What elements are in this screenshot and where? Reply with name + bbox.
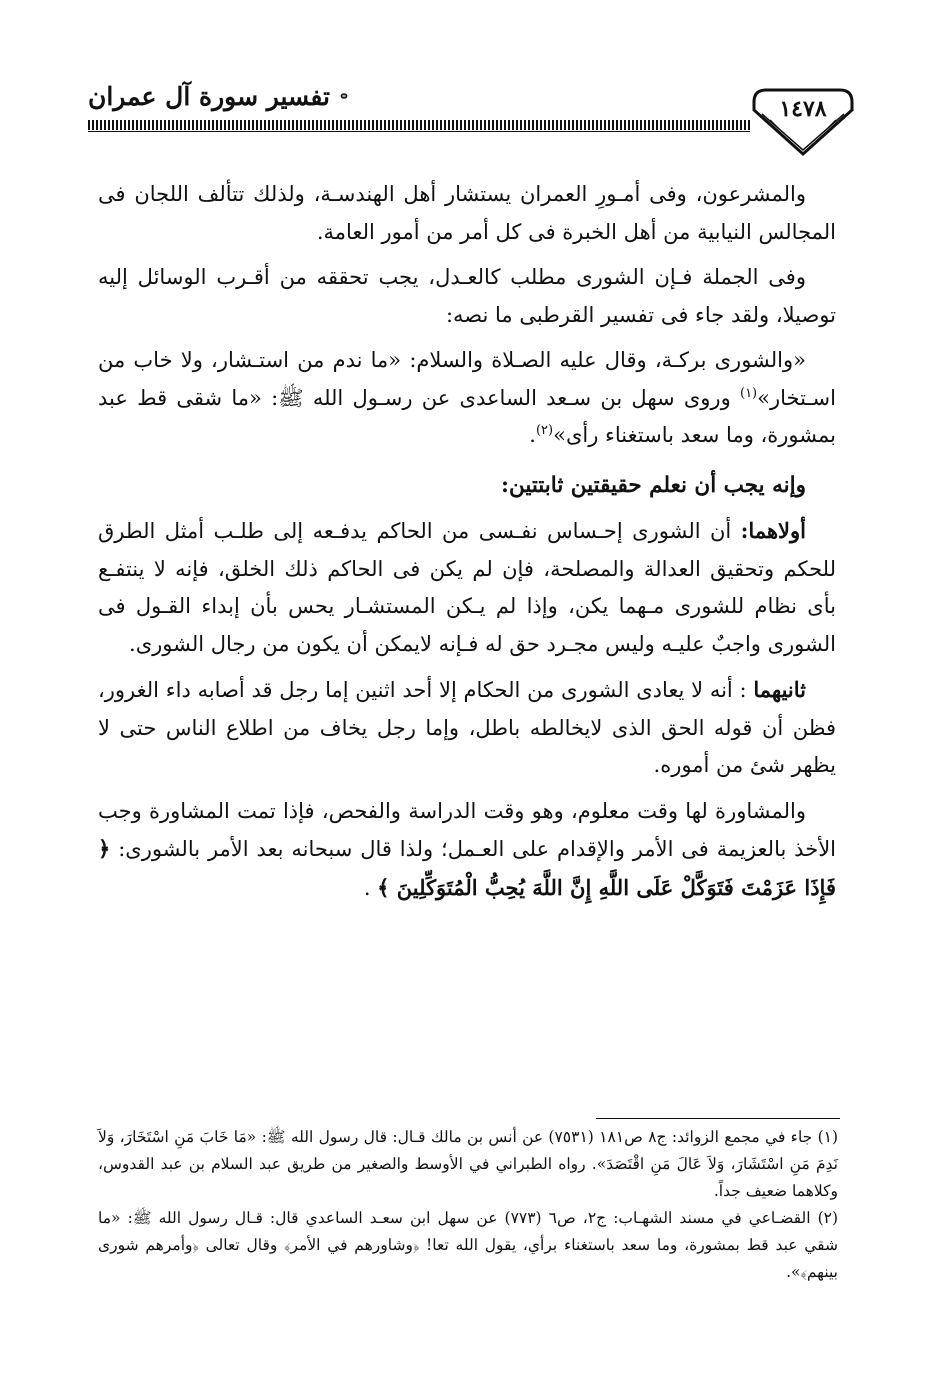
footnote-ref-2: (٢) [535, 423, 554, 438]
paragraph-second-truth [98, 671, 836, 785]
page-number: ١٤٧٨ [779, 96, 827, 122]
header-title: تفسير سورة آل عمران [88, 81, 330, 111]
paragraph-2: وفى الجملة فـإن الشورى مطلب كالعـدل، يجب تحققه من أقـرب الوسائل إليه توصيلا، ولقد جاء فى تفسير القرطبى ما نصه: [98, 265, 836, 327]
main-text [98, 176, 836, 907]
running-header [88, 76, 348, 116]
quran-verse: ﴿ فَإِذَا عَزَمْتَ فَتَوَكَّلْ عَلَى اللَّهِ إِنَّ اللَّهَ يُحِبُّ الْمُتَوَكِّلِينَ ﴾ [98, 836, 836, 900]
footnote-rule [596, 1118, 840, 1119]
second-text: : أنه لا يعادى الشورى من الحكام إلا أحد اثنين إما رجل قد أصابه داء الغرور، فظن أن قوله الحق الذى لايخالطه باطل، وإما رجل يخاف من اطلاع الناس حتى لا يظهر شئ من أموره. [98, 678, 836, 777]
last-end: . [363, 875, 378, 900]
paragraph-first-truth [98, 512, 836, 663]
paragraph-1: والمشرعون، وفى أمـورِ العمران يستشار أهل الهندسـة، ولذلك تتألف اللجان فى المجالس النيابية من أهل الخبرة فى كل أمر من أمور العامة. [98, 182, 836, 244]
footnote-2: (٢) القضـاعي في مسند الشهـاب: ج٢، ص٦ (٧٧٣) عن سهل ابن سعـد الساعدي قال: قـال رسول الله ﷺ: «ما شقي عبد قط بمشورة، وما سعد باستغناء برأي، يقول الله تعا! ﴿وشاورهم في الأمر﴾ وقال تعالى ﴿وأمرهم شورى بينهم﴾». [98, 1209, 839, 1281]
quote-part-1: «والشورى بركـة، وقال عليه الصـلاة والسلام: «ما ندم من استـشار، ولا خاب من اسـتخار» [98, 348, 836, 410]
footnotes [98, 1124, 838, 1286]
quote-part-2: وروى سهل بن سـعد الساعدى عن رسـول الله ﷺ: «ما شقى قط عبد بمشورة، وما سعد باستغناء رأى» [98, 385, 836, 447]
last-text: والمشاورة لها وقت معلوم، وهو وقت الدراسة والفحص، فإذا تمت المشاورة وجب الأخذ بالعزيمة فى الأمر والإقدام على العـمل؛ ولذا قال سبحانه بعد الأمر بالشورى: [98, 798, 836, 861]
first-text: أن الشورى إحـساس نفـسى من الحاكم يدفـعه إلى طلـب أمثل الطرق للحكم وتحقيق العدالة والمصلحة، فإن لم يكن فى الحاكم ذلك الخلق، فإنه لا ينتفـع بأى نظام للشورى مـهما يكن، وإذا لم يـكن المستشـار يحس بأن إبداء القـول فى الشورى واجبٌ عليـه وليس مجـرد حق له فـإنه لايمكن أن يكون من رجال الشورى. [98, 519, 836, 656]
header-rule-line [88, 131, 750, 132]
header-rule [88, 120, 750, 130]
footnote-ref-1: (١) [739, 385, 758, 401]
paragraph-last [98, 793, 836, 908]
footnote-1: (١) جاء في مجمع الزوائد: ج٨ ص١٨١ (٧٥٣١) عن أنس بن مالك قـال: قال رسول الله ﷺ: «مَا خَابَ مَنِ اسْتَخَارَ، وَلاَ نَدِمَ مَنِ اسْتَشَارَ، وَلاَ عَالَ مَنِ اقْتَصَدَ». رواه الطبراني في الأوسط والصغير من طريق عبد السلام بن عبد القدوس، وكلاهما ضعيف جداً. [98, 1128, 839, 1200]
ornament-icon [340, 85, 348, 107]
first-lead: أولاهما: [740, 518, 806, 543]
quote-end: . [529, 423, 536, 447]
section-heading: وإنه يجب أن نعلم حقيقتين ثابتتين: [501, 472, 806, 498]
paragraph-3 [98, 342, 836, 455]
second-lead: ثانيهما [753, 677, 806, 702]
